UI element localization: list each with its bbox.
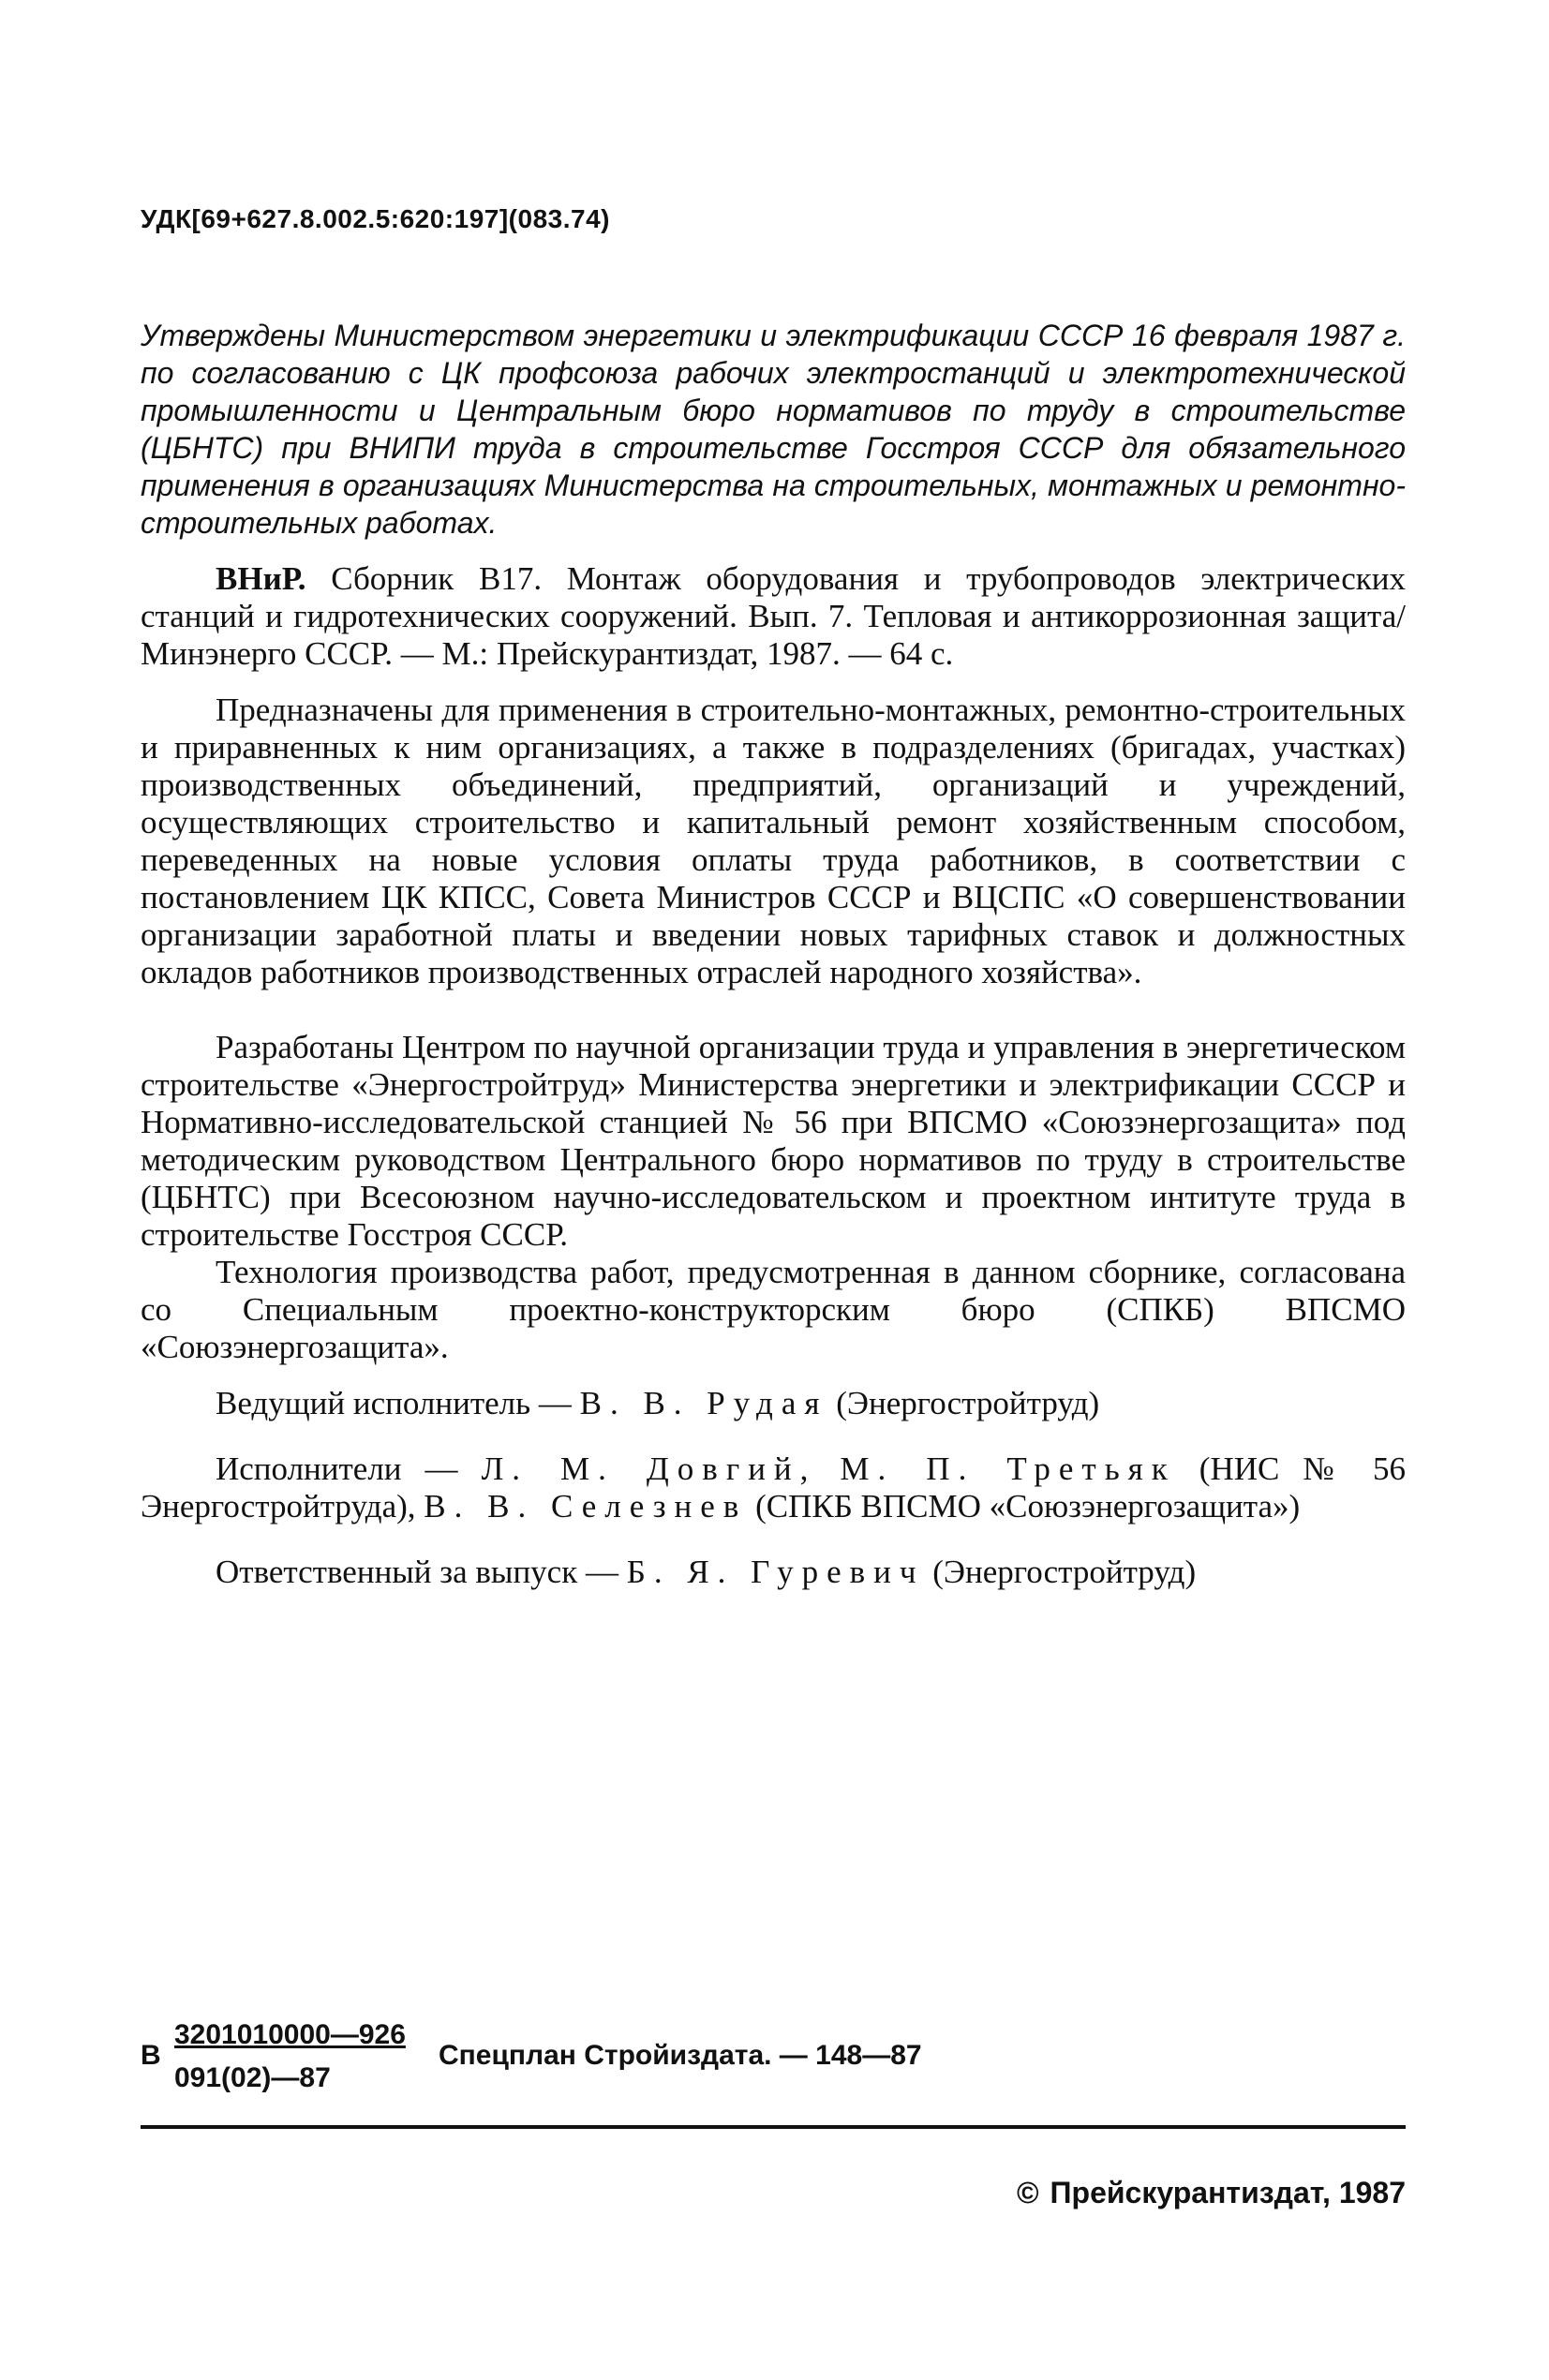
responsible-label: Ответственный за выпуск —	[216, 1554, 618, 1590]
executor-name-2: М. П. Третьяк	[840, 1450, 1176, 1487]
responsible-name: Б. Я. Гуревич	[626, 1554, 925, 1590]
executor-name-3: В. В. Селезнев	[424, 1488, 748, 1525]
publication-plan: Спецплан Стройиздата. — 148—87	[439, 2040, 922, 2071]
divider-rule	[141, 2125, 1406, 2129]
approval-statement: Утверждены Министерством энергетики и электрификации СССР 16 февраля 1987 г. по согласованию с ЦК профсоюза рабочих электростанций и электротехнической промышленности и Центральным бюро нормативов по труду в строительстве (ЦБНТС) при ВНИПИ труда в строительстве Госстроя СССР для обязательного применения в организациях Министерства на строительных, монтажных и ремонтно-строительных работах.	[141, 319, 1406, 540]
executors-line	[141, 1450, 1406, 1525]
purpose-text: Предназначены для применения в строительно-монтажных, ремонтно-строительных и приравненных к ним организациях, а также в подразделениях (бригадах, участках) производственных объединений, предприятий, организаций и учреждений, осуществляющих строительство и капитальный ремонт хозяйственным способом, переведенных на новые условия оплаты труда работников, в соответствии с постановлением ЦК КПСС, Совета Министров СССР и ВЦСПС «О совершенствовании организации заработной платы и введении новых тарифных ставок и должностных окладов работников производственных отраслей народного хозяйства».	[141, 692, 1406, 990]
developed-paragraph	[141, 1029, 1406, 1254]
developed-text: Разработаны Центром по научной организации труда и управления в энергетическом строительстве «Энергостройтруд» Министерства энергетики и электрификации СССР и Нормативно-исследовательской станцией № 56 при ВПСМО «Союзэнергозащита» под методическим руководством Центрального бюро нормативов по труду в строительстве (ЦБНТС) при Всесоюзном научно-исследовательском и проектном интитуте труда в строительстве Госстроя СССР.	[141, 1029, 1406, 1253]
executor-org-2: (СПКБ ВПСМО «Союзэнергозащита»)	[755, 1488, 1301, 1525]
executors-label: Исполнители —	[216, 1450, 458, 1487]
bibliographic-description	[141, 560, 1406, 673]
technology-text: Технология производства работ, предусмотренная в данном сборнике, согласована со Специальным проектно-конструкторским бюро (СПКБ) ВПСМО «Союзэнергозащита».	[141, 1254, 1406, 1365]
technology-paragraph	[141, 1254, 1406, 1366]
udc-code: УДК[69+627.8.002.5:620:197](083.74)	[141, 204, 610, 233]
publication-code	[141, 2019, 1406, 2104]
copyright-icon: ©	[1016, 2176, 1039, 2209]
executor-name-1: Л. М. Довгий,	[481, 1450, 817, 1487]
lead-executor-name: В. В. Рудая	[579, 1385, 828, 1421]
responsible-org: (Энергостройтруд)	[932, 1554, 1197, 1590]
publication-denominator: 091(02)—87	[174, 2062, 331, 2093]
lead-executor-org: (Энергостройтруд)	[836, 1385, 1100, 1421]
lead-executor-line	[141, 1385, 1406, 1422]
purpose-paragraph	[141, 692, 1406, 991]
copyright-text: Прейскурантиздат, 1987	[1050, 2176, 1406, 2209]
copyright-notice	[1017, 2176, 1406, 2210]
publication-letter: В	[141, 2040, 161, 2071]
publication-numerator: 3201010000—926	[174, 2019, 406, 2050]
bibliography-text: Сборник В17. Монтаж оборудования и трубопроводов электрических станций и гидротехнических сооружений. Вып. 7. Тепловая и антикоррозионная защита/Минэнерго СССР. — М.: Прейскурантиздат, 1987. — 64 с.	[141, 560, 1407, 672]
responsible-line	[141, 1554, 1406, 1591]
executor-org-1: (НИС № 56 Энергостройтруда),	[141, 1450, 1407, 1525]
lead-executor-label: Ведущий исполнитель —	[216, 1385, 572, 1421]
bibliography-lead: ВНиР.	[216, 560, 306, 597]
